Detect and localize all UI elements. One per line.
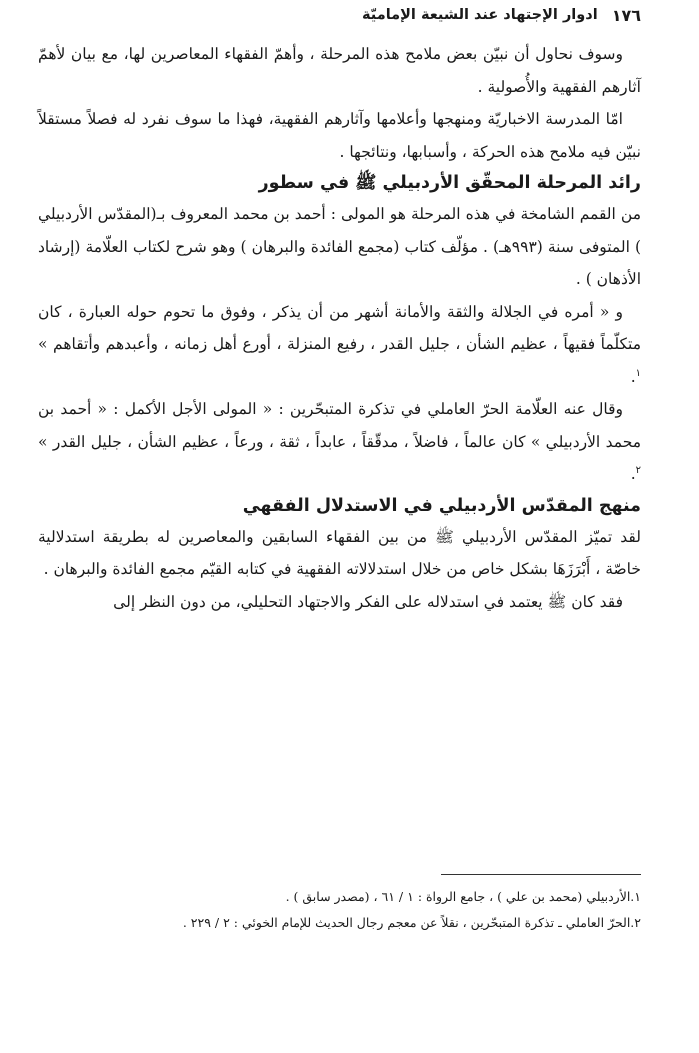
footnote-2: ٢.الحرّ العاملي ـ تذكرة المتبحّرين ، نقلاً عن معجم رجال الحديث للإمام الخوئي : ٢ / ٢٢٩ . xyxy=(182,915,641,930)
section-heading-method: منهج المقدّس الأردبيلي في الاستدلال الفقهي xyxy=(242,495,641,516)
footnote-marker-1: ١ xyxy=(635,367,641,379)
section1-paragraph-3-end: . xyxy=(630,465,636,483)
intro-paragraph-1: وسوف نحاول أن نبيّن بعض ملامح هذه المرحلة ، وأهمّ الفقهاء المعاصرين لها، مع بيان لأهمّ آثارهم الفقهية والأُصولية . xyxy=(38,45,641,96)
section2-paragraph-2: فقد كان ﷺ يعتمد في استدلاله على الفكر والاجتهاد التحليلي، من دون النظر إلى xyxy=(113,592,623,611)
section1-paragraph-2 xyxy=(38,296,641,394)
section1-paragraph-2-end: . xyxy=(630,367,636,386)
footnote-marker-2: ٢ xyxy=(635,464,641,476)
section1-paragraph-3 xyxy=(38,393,641,491)
running-header xyxy=(40,2,641,28)
section-heading-ardabili: رائد المرحلة المحقّق الأردبيلي ﷺ في سطور xyxy=(258,173,641,193)
main-text xyxy=(38,38,641,618)
section1-paragraph-3-text: وقال عنه العلّامة الحرّ العاملي في تذكرة المتبحّرين : « المولى الأجل الأكمل : « أحمد بن محمد الأردبيلي » كان عالماً ، فاضلاً ، مدقّقاً ، عابداً ، ثقة ، ورعاً ، عظيم الشأن ، جليل القدر » xyxy=(38,400,641,451)
running-title: ادوار الإجتهاد عند الشيعة الإماميّة xyxy=(362,7,598,23)
page-number: ١٧٦ xyxy=(611,5,641,25)
footnote-divider xyxy=(441,874,641,875)
section2-paragraph-1: لقد تميّز المقدّس الأردبيلي ﷺ من بين الفقهاء السابقين والمعاصرين له بطريقة استدلالية خاصّة ، أَبْرَزَهَا بشكل خاص من خلال استدلالاته الفقهية في كتابه القيّم مجمع الفائدة والبرهان . xyxy=(38,527,641,578)
section1-paragraph-1: من القمم الشامخة في هذه المرحلة هو المولى : أحمد بن محمد المعروف بـ(المقدّس الأردبيلي ) المتوفى سنة (٩٩٣هـ) . مؤلّف كتاب (مجمع الفائدة والبرهان ) وهو شرح لكتاب العلّامة (إرشاد الأذهان ) . xyxy=(38,205,641,288)
footnotes xyxy=(38,884,641,936)
section1-paragraph-2-text: و « أمره في الجلالة والثقة والأمانة أشهر من أن يذكر ، وفوق ما تحوم حوله العبارة ، كان متكلّماً فقيهاً ، عظيم الشأن ، جليل القدر ، رفيع المنزلة ، أورع أهل زمانه ، وأعبدهم وأتقاهم » xyxy=(38,302,641,353)
intro-paragraph-2: امّا المدرسة الاخباريّة ومنهجها وأعلامها وآثارهم الفقهية، فهذا ما سوف نفرد له فصلاً مستقلاً نبيّن فيه ملامح هذه الحركة ، وأسبابها، ونتائجها . xyxy=(38,110,641,161)
footnote-1: ١.الأردبيلي (محمد بن علي ) ، جامع الرواة : ١ / ٦١ ، (مصدر سابق ) . xyxy=(285,889,641,904)
